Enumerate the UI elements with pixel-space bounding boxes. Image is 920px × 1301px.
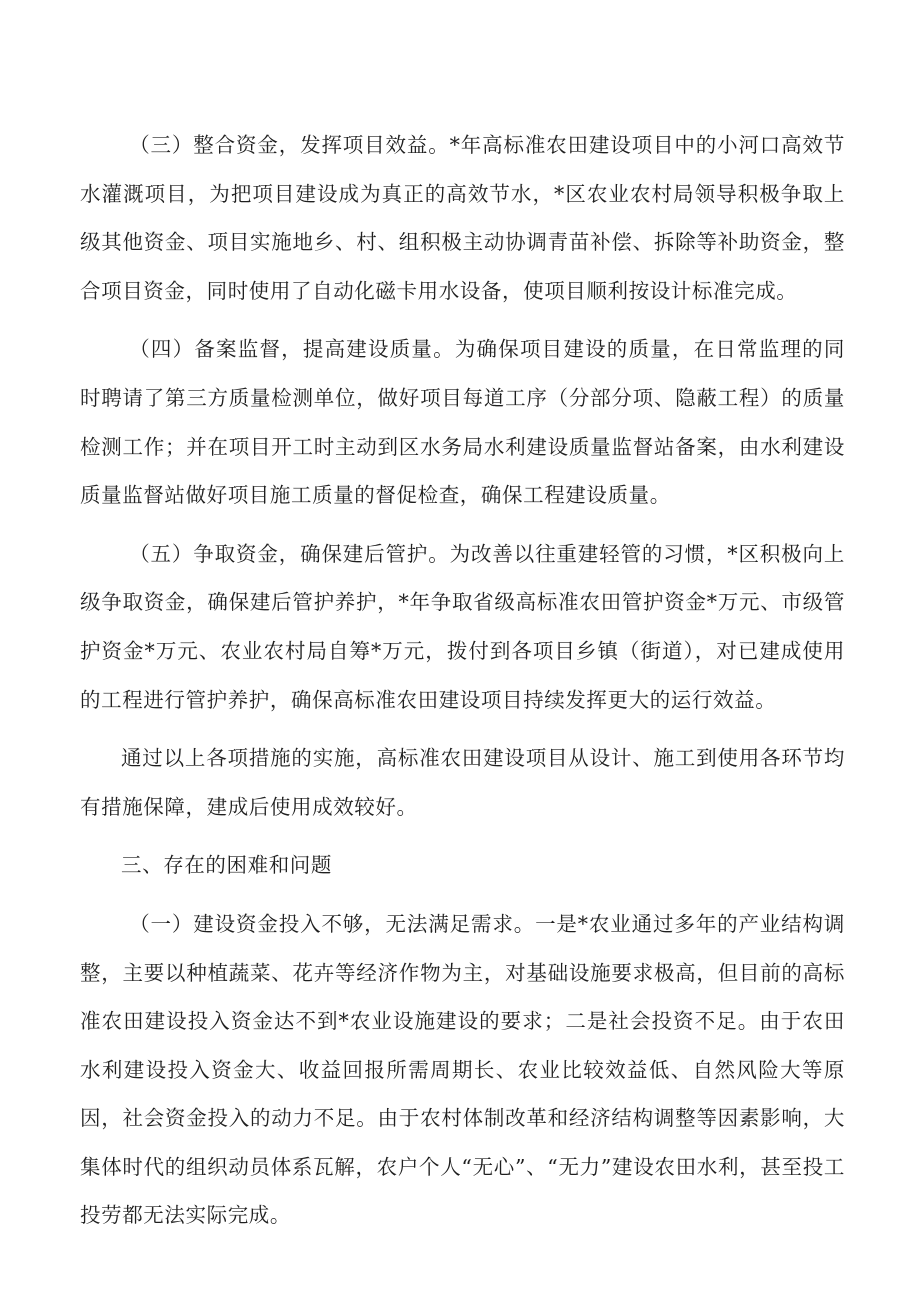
paragraph-summary: 通过以上各项措施的实施，高标准农田建设项目从设计、施工到使用各环节均有措施保障，建成后使用成效较好。 [80,746,845,819]
paragraph-fund-integration: （三）整合资金，发挥项目效益。*年高标准农田建设项目中的小河口高效节水灌溉项目，为把项目建设成为真正的高效节水，*区农业农村局领导积极争取上级其他资金、项目实施地乡、村、组积极主动协调青苗补偿、拆除等补助资金，整合项目资金，同时使用了自动化磁卡用水设备，使项目顺利按设计标准完成。 [80,133,845,303]
paragraph-filing-supervision: （四）备案监督，提高建设质量。为确保项目建设的质量，在日常监理的同时聘请了第三方质量检测单位，做好项目每道工序（分部分项、隐蔽工程）的质量检测工作；并在项目开工时主动到区水务局水利建设质量监督站备案，由水利建设质量监督站做好项目施工质量的督促检查，确保工程建设质量。 [80,337,845,508]
paragraph-insufficient-funding: （一）建设资金投入不够，无法满足需求。一是*农业通过多年的产业结构调整，主要以种植蔬菜、花卉等经济作物为主，对基础设施要求极高，但目前的高标准农田建设投入资金达不到*农业设施建设的要求；二是社会投资不足。由于农田水利建设投入资金大、收益回报所需周期长、农业比较效益低、自然风险大等原因，社会资金投入的动力不足。由于农村体制改革和经济结构调整等因素影响，大集体时代的组织动员体系瓦解，农户个人“无心”、“无力”建设农田水利，甚至投工投劳都无法实际完成。 [80,911,845,1228]
paragraph-post-construction-maintenance: （五）争取资金，确保建后管护。为改善以往重建轻管的习惯，*区积极向上级争取资金，确保建后管护养护，*年争取省级高标准农田管护资金*万元、市级管护资金*万元、农业农村局自筹*万元，拨付到各项目乡镇（街道），对已建成使用的工程进行管护养护，确保高标准农田建设项目持续发挥更大的运行效益。 [80,541,845,712]
section-heading-difficulties: 三、存在的困难和问题 [121,853,332,878]
document-body [80,121,845,1250]
